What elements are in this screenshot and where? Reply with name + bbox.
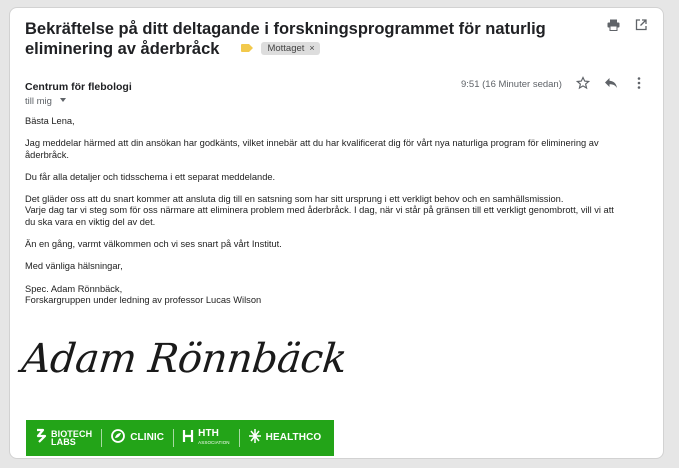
- open-in-new-icon[interactable]: [633, 17, 649, 33]
- hth-association-logo: [173, 420, 239, 456]
- healthco-logo: [239, 420, 331, 456]
- email-body: [25, 116, 625, 317]
- clinic-logo-icon: [110, 428, 126, 448]
- biotech-labs-logo: [26, 420, 101, 456]
- biotech-logo-icon: [35, 428, 47, 448]
- handwritten-signature: Adam Rönnbäck: [19, 336, 349, 382]
- logo-text: HEALTHCO: [265, 432, 322, 443]
- print-icon[interactable]: [605, 17, 621, 33]
- body-paragraph: Än en gång, varmt välkommen och vi ses snart på vårt Institut.: [25, 239, 282, 250]
- star-icon[interactable]: [575, 75, 591, 91]
- more-vert-icon[interactable]: [631, 75, 647, 91]
- healthco-logo-icon: [248, 428, 262, 448]
- recipient-details[interactable]: [25, 96, 66, 107]
- label-arrow-icon: [241, 44, 253, 52]
- reply-icon[interactable]: [603, 75, 619, 91]
- chevron-down-icon[interactable]: [60, 98, 66, 102]
- body-paragraph: Jag meddelar härmed att din ansökan har godkänts, vilket innebär att du har kvalificerat dig för vårt nya naturliga program för eliminering av åderbråck.: [25, 138, 599, 160]
- thread-actions: [605, 17, 649, 33]
- label-chip[interactable]: [261, 42, 319, 55]
- body-paragraph: Du får alla detaljer och tidsschema i ett separat meddelande.: [25, 171, 276, 182]
- message-actions: [575, 75, 647, 91]
- logo-text: CLINIC: [130, 432, 165, 443]
- timestamp: 9:51 (16 Minuter sedan): [461, 79, 562, 90]
- hth-logo-icon: [182, 428, 194, 448]
- sender-name[interactable]: Centrum för flebologi: [25, 81, 132, 93]
- partner-logo-bar: [26, 420, 334, 456]
- recipient-label: till mig: [25, 96, 52, 107]
- clinic-logo: [101, 420, 173, 456]
- email-subject: Bekräftelse på ditt deltagande i forskningsprogrammet för naturlig eliminering av åderbråck: [25, 20, 546, 58]
- email-card: [9, 7, 664, 459]
- body-paragraph: Spec. Adam Rönnbäck, Forskargruppen under ledning av professor Lucas Wilson: [25, 283, 262, 305]
- body-paragraph: Det gläder oss att du snart kommer att ansluta dig till en satsning som har sitt ursprung i ett verkligt behov och en samhällsmission. Varje dag tar vi steg som för oss närmare att eliminera problem med åderbråck. I dag, när vi står på gränsen till ett verkligt genombrott, vill vi att du ska vara en viktig del av det.: [25, 194, 614, 227]
- logo-text: BIOTECH LABS: [51, 429, 93, 447]
- body-paragraph: Med vänliga hälsningar,: [25, 261, 123, 272]
- body-paragraph: Bästa Lena,: [25, 116, 75, 126]
- logo-text: HTH ASSOCIATION: [198, 427, 230, 445]
- label-remove-icon[interactable]: ×: [309, 43, 315, 53]
- label-chip-text: Mottaget: [267, 43, 305, 54]
- email-subject-line: [25, 19, 585, 59]
